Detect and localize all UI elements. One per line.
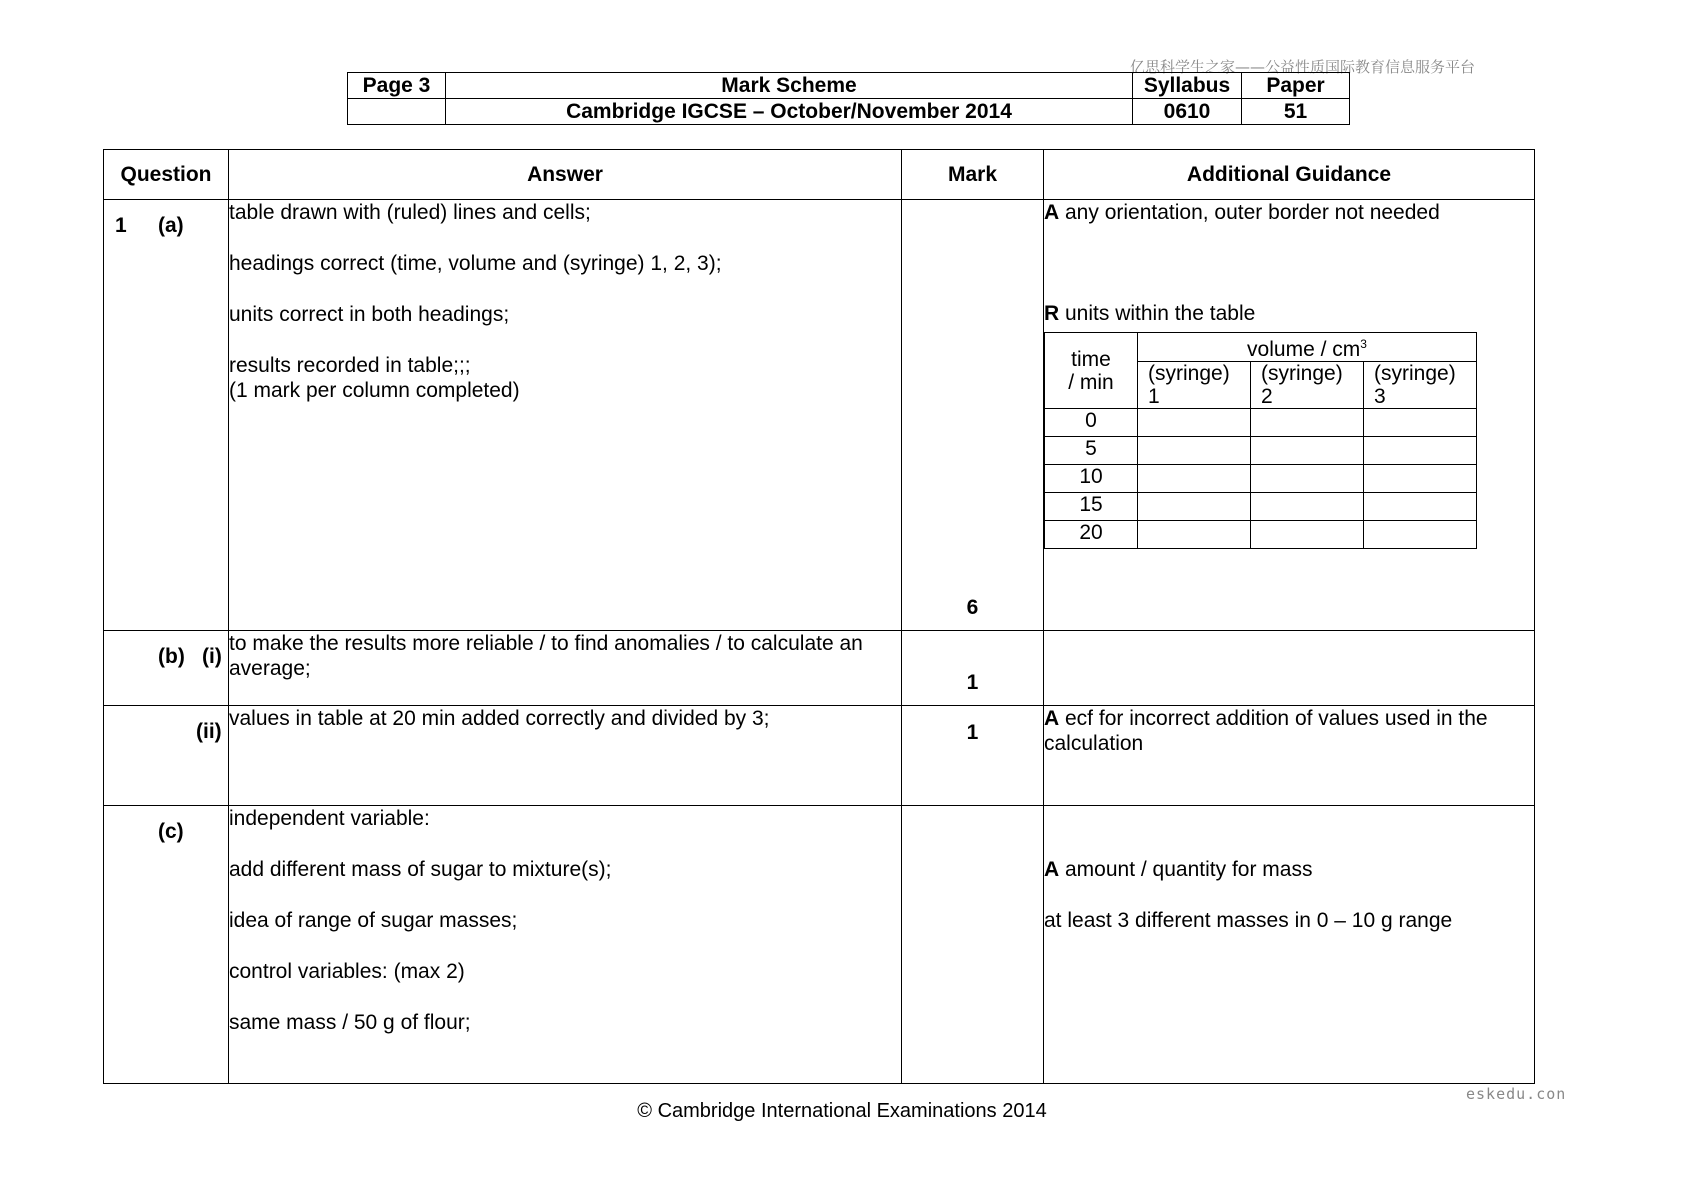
- guidance-accept: A: [1044, 707, 1060, 730]
- volume-unit-sup: 3: [1360, 337, 1367, 351]
- table-row: [104, 631, 1535, 706]
- syringe-header: [1138, 362, 1251, 409]
- mark-cell: [902, 706, 1044, 806]
- answer-line: same mass / 50 g of flour;: [229, 1011, 471, 1034]
- volume-cell: [1251, 409, 1364, 437]
- guidance-cell: [1044, 200, 1535, 631]
- answer-cell: [229, 200, 902, 631]
- column-answer: Answer: [229, 150, 902, 200]
- question-part: (c): [158, 820, 184, 843]
- paper-value: 51: [1242, 99, 1350, 125]
- answer-line: to make the results more reliable / to find anomalies / to calculate an average;: [229, 632, 863, 680]
- time-cell: 5: [1045, 437, 1138, 465]
- syringe-label: (syringe): [1148, 362, 1230, 385]
- syringe-label: (syringe): [1261, 362, 1343, 385]
- answer-line: values in table at 20 min added correctly and divided by 3;: [229, 707, 770, 730]
- volume-cell: [1138, 409, 1251, 437]
- volume-cell: [1138, 465, 1251, 493]
- time-head-text: time: [1071, 347, 1111, 371]
- time-unit-text: / min: [1068, 370, 1114, 394]
- answer-line: (1 mark per column completed): [229, 379, 520, 402]
- time-header: [1045, 333, 1138, 409]
- paper-label: Paper: [1242, 73, 1350, 99]
- time-cell: 15: [1045, 493, 1138, 521]
- question-subpart: (ii): [196, 720, 222, 743]
- volume-cell: [1364, 437, 1477, 465]
- volume-cell: [1364, 465, 1477, 493]
- guidance-text: any orientation, outer border not needed: [1059, 201, 1440, 224]
- guidance-cell: [1044, 706, 1535, 806]
- answer-cell: [229, 806, 902, 1084]
- column-question: Question: [104, 150, 229, 200]
- guidance-line: [1044, 706, 1534, 756]
- guidance-text: units within the table: [1059, 302, 1256, 325]
- column-guidance: Additional Guidance: [1044, 150, 1535, 200]
- answer-line: idea of range of sugar masses;: [229, 909, 518, 932]
- guidance-line: [1044, 200, 1534, 225]
- guidance-accept: A: [1044, 858, 1060, 881]
- mark-cell: [902, 200, 1044, 631]
- guidance-line: at least 3 different masses in 0 – 10 g range: [1044, 909, 1453, 932]
- mark-value: 1: [966, 671, 979, 694]
- volume-cell: [1138, 437, 1251, 465]
- header-table: [347, 72, 1350, 125]
- volume-cell: [1251, 521, 1364, 549]
- syllabus-value: 0610: [1133, 99, 1242, 125]
- copyright-footer: © Cambridge International Examinations 2014: [637, 1100, 1047, 1122]
- answer-line: control variables: (max 2): [229, 960, 465, 983]
- answer-cell: [229, 631, 902, 706]
- guidance-reject: R: [1044, 302, 1060, 325]
- volume-cell: [1251, 465, 1364, 493]
- watermark-top: 亿思科学生之家——公益性质国际教育信息服务平台: [1130, 58, 1476, 76]
- time-cell: 20: [1045, 521, 1138, 549]
- syringe-number: 2: [1261, 385, 1273, 408]
- time-cell: 0: [1045, 409, 1138, 437]
- mark-cell: [902, 631, 1044, 706]
- answer-line: headings correct (time, volume and (syringe) 1, 2, 3);: [229, 252, 722, 275]
- volume-cell: [1251, 493, 1364, 521]
- table-row: [104, 706, 1535, 806]
- question-subpart: (i): [202, 645, 222, 668]
- table-row: [104, 200, 1535, 631]
- table-row: [104, 806, 1535, 1084]
- question-cell: [104, 806, 229, 1084]
- guidance-line: [1044, 301, 1534, 326]
- volume-cell: [1364, 493, 1477, 521]
- guidance-text: ecf for incorrect addition of values used in the calculation: [1044, 707, 1488, 755]
- guidance-text: amount / quantity for mass: [1059, 858, 1313, 881]
- question-number: 1: [115, 214, 127, 237]
- syllabus-label: Syllabus: [1133, 73, 1242, 99]
- mark-value: 1: [966, 721, 979, 744]
- syringe-number: 1: [1148, 385, 1160, 408]
- table-header-row: [104, 150, 1535, 200]
- volume-head-text: volume / cm: [1247, 338, 1361, 361]
- volume-cell: [1251, 437, 1364, 465]
- guidance-accept: A: [1044, 201, 1060, 224]
- answer-line: table drawn with (ruled) lines and cells;: [229, 201, 591, 224]
- volume-header: [1138, 333, 1477, 362]
- watermark-bottom: eskedu.con: [1466, 1085, 1567, 1103]
- volume-cell: [1364, 409, 1477, 437]
- mark-scheme-table: [103, 149, 1535, 1084]
- syringe-label: (syringe): [1374, 362, 1456, 385]
- answer-line: units correct in both headings;: [229, 303, 510, 326]
- guidance-cell: [1044, 631, 1535, 706]
- answer-line: independent variable:: [229, 807, 430, 830]
- page-label: Page 3: [348, 73, 446, 99]
- question-part: (b): [158, 645, 185, 668]
- syringe-header: [1251, 362, 1364, 409]
- answer-line: add different mass of sugar to mixture(s);: [229, 858, 612, 881]
- volume-table: [1044, 332, 1477, 549]
- guidance-cell: [1044, 806, 1535, 1084]
- time-cell: 10: [1045, 465, 1138, 493]
- question-cell: [104, 631, 229, 706]
- syringe-header: [1364, 362, 1477, 409]
- answer-cell: [229, 706, 902, 806]
- mark-cell: [902, 806, 1044, 1084]
- volume-cell: [1138, 521, 1251, 549]
- question-cell: [104, 200, 229, 631]
- guidance-line: [1044, 857, 1534, 882]
- column-mark: Mark: [902, 150, 1044, 200]
- volume-cell: [1138, 493, 1251, 521]
- syringe-number: 3: [1374, 385, 1386, 408]
- page-subtitle: Cambridge IGCSE – October/November 2014: [446, 99, 1133, 125]
- question-cell: [104, 706, 229, 806]
- question-part: (a): [158, 214, 184, 237]
- page-blank: [348, 99, 446, 125]
- mark-value: 6: [966, 596, 979, 619]
- volume-cell: [1364, 521, 1477, 549]
- answer-line: results recorded in table;;;: [229, 354, 471, 377]
- page-title: Mark Scheme: [446, 73, 1133, 99]
